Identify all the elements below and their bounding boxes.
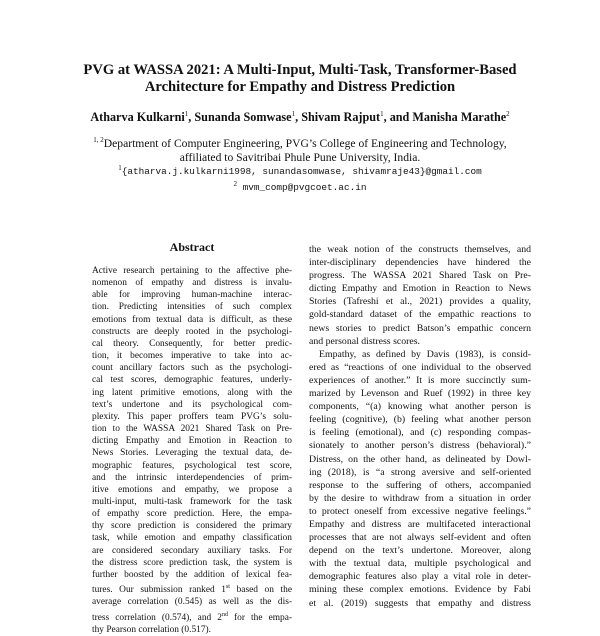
author-name: Shivam Rajput xyxy=(301,110,381,125)
title-line-2: Architecture for Empathy and Distress Prediction xyxy=(144,79,456,95)
body-line: components, “(a) knowing what another person is xyxy=(309,401,531,413)
abstract-line: are considered secondary auxiliary tasks. For xyxy=(92,545,292,556)
author-name: Atharva Kulkarni xyxy=(90,110,185,125)
abstract-line: thy score prediction is considered the primary xyxy=(92,521,292,532)
body-line: sionately to another person’s distress (behavioral).” xyxy=(309,440,531,452)
abstract-line: thy Pearson correlation (0.517). xyxy=(92,624,211,635)
author-affiliation-mark: 2 xyxy=(506,110,510,118)
body-line: is feeling (emotional), and (c) responding compas- xyxy=(309,427,531,439)
abstract-line: Active research pertaining to the affective phe- xyxy=(92,266,292,276)
affiliation-line-1: Department of Computer Engineering, PVG’s College of Engineering and Technology, xyxy=(103,136,507,150)
body-line: Distress, on the other hand, as delineated by Dowl- xyxy=(309,453,531,465)
body-line: ing (2018), is “a strong aversive and self-oriented xyxy=(309,466,531,478)
email-mark-2: 2 xyxy=(233,180,238,189)
abstract-line: itive emotions and empathy, we propose a xyxy=(92,484,292,495)
body-line: by the desire to withdraw from a situation in order xyxy=(309,492,531,504)
author-name: Manisha Marathe xyxy=(412,110,507,125)
author-separator: , xyxy=(188,110,195,125)
body-line: mining these complex emotions. Evidence by Fabi xyxy=(309,584,531,596)
author-separator: , xyxy=(295,110,302,125)
body-line: ered as “reactions of one individual to the observed xyxy=(309,361,531,373)
abstract-heading: Abstract xyxy=(169,240,215,254)
abstract-line: the distress score prediction task, the system is xyxy=(92,557,292,568)
abstract-line: dicting Empathy and Emotion in Reaction to xyxy=(92,436,292,447)
abstract-line: constructs are deeply rooted in the psychologi- xyxy=(92,326,292,337)
email-mark-1: 1 xyxy=(118,164,122,172)
abstract-line: further boosted by the addition of lexical fea- xyxy=(92,569,292,580)
body-line: gold-standard dataset of the empathic reactions to xyxy=(309,309,531,321)
body-line: inter-disciplinary dependencies have hindered the xyxy=(309,257,531,269)
abstract-line: task, while emotion and empathy classification xyxy=(92,533,292,544)
author-list xyxy=(40,107,560,125)
body-column-right xyxy=(309,243,531,610)
abstract-line: and the intrinsic interdependencies of prim- xyxy=(92,472,292,483)
affiliation xyxy=(40,133,560,165)
abstract-line: count ancillary factors such as the psychologi- xyxy=(92,363,292,374)
abstract-line: ing latent primitive emotions, along with the xyxy=(92,387,292,398)
abstract-line: tures. Our submission ranked 1st based on the xyxy=(92,584,292,596)
body-line: demographic features also play a vital role in deter- xyxy=(309,571,531,583)
abstract-line: emotions from textual data is difficult, as these xyxy=(92,314,292,325)
abstract-line: tion to the WASSA 2021 Shared Task on Pre- xyxy=(92,424,292,435)
body-line: the weak notion of the constructs themselves, and xyxy=(309,244,531,255)
abstract-line: plexity. This paper proffers team PVG’s solu- xyxy=(92,411,292,422)
body-line: dicting Empathy and Emotion in Reaction to News xyxy=(309,283,531,295)
email-line-2: mvm_comp@pvgcoet.ac.in xyxy=(242,182,367,194)
body-line: Stories (Tafreshi et al., 2021) provides a quality, xyxy=(309,296,531,308)
body-line: Empathy and distress are multifaceted interactional xyxy=(309,518,531,530)
abstract-line: cal test scores, demographic features, underly- xyxy=(92,375,292,386)
body-line: to protect oneself from excessive negative feelings.” xyxy=(309,505,531,517)
body-line: et al. (2019) suggests that empathy and distress xyxy=(309,597,531,609)
email-line-1: {atharva.j.kulkarni1998, sunandasomwase, shivamraje43}@gmail.com xyxy=(121,166,482,178)
author-emails xyxy=(40,162,560,194)
body-line: marized by Levenson and Ruef (1992) in three key xyxy=(309,388,531,400)
abstract-line: text’s undertone and its psychological com- xyxy=(92,399,292,410)
body-line: Empathy, as defined by Davis (1983), is consid- xyxy=(319,348,531,360)
author-name: Sunanda Somwase xyxy=(194,110,292,125)
author-affiliation-mark: 1 xyxy=(291,110,296,118)
body-line: response to the suffering of others, accompanied xyxy=(309,479,531,491)
abstract-line: mographic features, psychological test score, xyxy=(92,460,292,471)
affiliation-line-2: affiliated to Savitribai Phule Pune University, India. xyxy=(179,150,421,164)
abstract-body xyxy=(92,265,292,636)
body-line: news stories to predict Batson’s empathic concern xyxy=(309,322,531,334)
abstract-line: average correlation (0.545) as well as the dis- xyxy=(92,597,292,608)
body-line: with the textual data, multiple psychological and xyxy=(309,558,531,570)
abstract-line: of empathy score prediction. Here, the empa- xyxy=(92,509,292,520)
abstract-line: multi-input, multi-task framework for the task xyxy=(92,496,292,507)
author-affiliation-mark: 1 xyxy=(380,110,384,118)
body-line: and personal distress scores. xyxy=(309,335,421,347)
author-separator: , and xyxy=(383,110,413,125)
paper-title xyxy=(40,62,560,96)
abstract-line: cal theory. Consequently, for better predic- xyxy=(92,338,292,349)
author-affiliation-mark: 1 xyxy=(184,110,189,118)
body-line: depend on the text’s undertone. Moreover, along xyxy=(309,545,531,557)
abstract-line: News Stories. Leveraging the textual data, de- xyxy=(92,448,292,459)
body-line: processes that are not always self-evident and often xyxy=(309,532,531,544)
abstract-line: tion. Predicting intensities of such complex xyxy=(92,302,292,313)
abstract-line: able for improving human-machine interac- xyxy=(92,290,292,301)
abstract-line: nomenon of empathy and distress is invalu- xyxy=(92,278,292,289)
body-line: feeling (cognitive), (b) feeling what another person xyxy=(309,414,531,426)
body-line: progress. The WASSA 2021 Shared Task on Pre- xyxy=(309,270,531,282)
affiliation-mark: 1, 2 xyxy=(93,136,104,144)
title-line-1: PVG at WASSA 2021: A Multi-Input, Multi-Task, Transformer-Based xyxy=(83,62,517,78)
abstract-line: tion, it becomes imperative to take into ac- xyxy=(92,351,292,362)
abstract-line: tress correlation (0.574), and 2nd for the empa- xyxy=(92,611,292,623)
body-line: experiences of another.” It is more succinctly sum- xyxy=(309,374,531,386)
